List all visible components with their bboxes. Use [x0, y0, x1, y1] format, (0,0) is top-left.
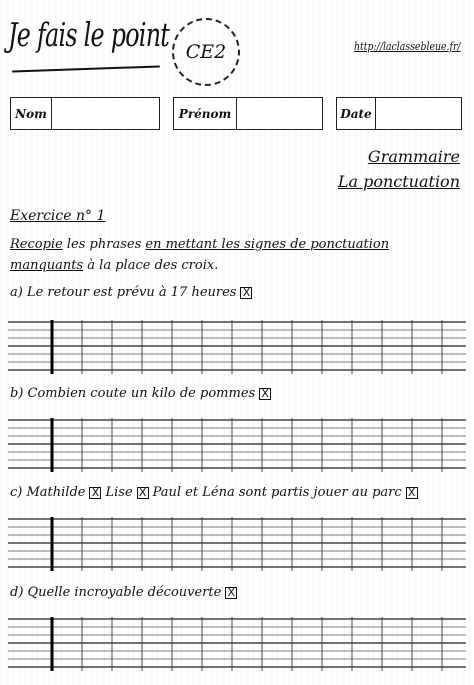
instruction-part: Recopie: [10, 237, 63, 252]
writing-lines-c[interactable]: [8, 517, 466, 571]
instruction-part: à la place des croix.: [83, 258, 219, 273]
sentence-text: Lise: [105, 485, 133, 500]
cross-box-icon: X: [406, 487, 418, 499]
sentence-item-a: [10, 285, 256, 300]
level-badge: [172, 18, 240, 86]
level-label: CE2: [185, 41, 227, 63]
sentence-text: b) Combien coute un kilo de pommes: [10, 386, 256, 401]
cross-box-icon: X: [89, 487, 101, 499]
cross-box-icon: X: [259, 388, 271, 400]
sentence-item-c: [10, 485, 422, 500]
page-title: Je fais le point: [8, 15, 170, 54]
instruction-part: les phrases: [62, 237, 146, 252]
name-label: Nom: [11, 98, 52, 129]
name-input[interactable]: [52, 98, 159, 129]
sentence-text: d) Quelle incroyable découverte: [10, 585, 222, 600]
writing-lines-b[interactable]: [8, 418, 466, 472]
sentence-text: a) Le retour est prévu à 17 heures: [10, 285, 237, 300]
site-url-link[interactable]: http://laclassebleue.fr/: [354, 40, 461, 53]
date-input[interactable]: [376, 98, 461, 129]
name-field[interactable]: [10, 97, 160, 130]
sentence-item-d: [10, 585, 241, 600]
cross-box-icon: X: [225, 587, 237, 599]
writing-lines-a[interactable]: [8, 320, 466, 374]
subject-topic: La ponctuation: [337, 172, 460, 191]
firstname-label: Prénom: [174, 98, 237, 129]
sentence-item-b: [10, 386, 275, 401]
instruction-part: en mettant les signes de ponctuation manquants: [10, 237, 390, 273]
sentence-text: c) Mathilde: [10, 485, 86, 500]
cross-box-icon: X: [240, 287, 252, 299]
firstname-field[interactable]: [173, 97, 323, 130]
date-field[interactable]: [336, 97, 462, 130]
sentence-text: Paul et Léna sont partis jouer au parc: [152, 485, 402, 500]
firstname-input[interactable]: [237, 98, 322, 129]
cross-box-icon: X: [137, 487, 149, 499]
writing-lines-d[interactable]: [8, 617, 466, 671]
exercise-title: Exercice n° 1: [10, 208, 106, 224]
date-label: Date: [337, 98, 376, 129]
subject-category: Grammaire: [367, 147, 460, 166]
exercise-instruction: [10, 234, 462, 276]
